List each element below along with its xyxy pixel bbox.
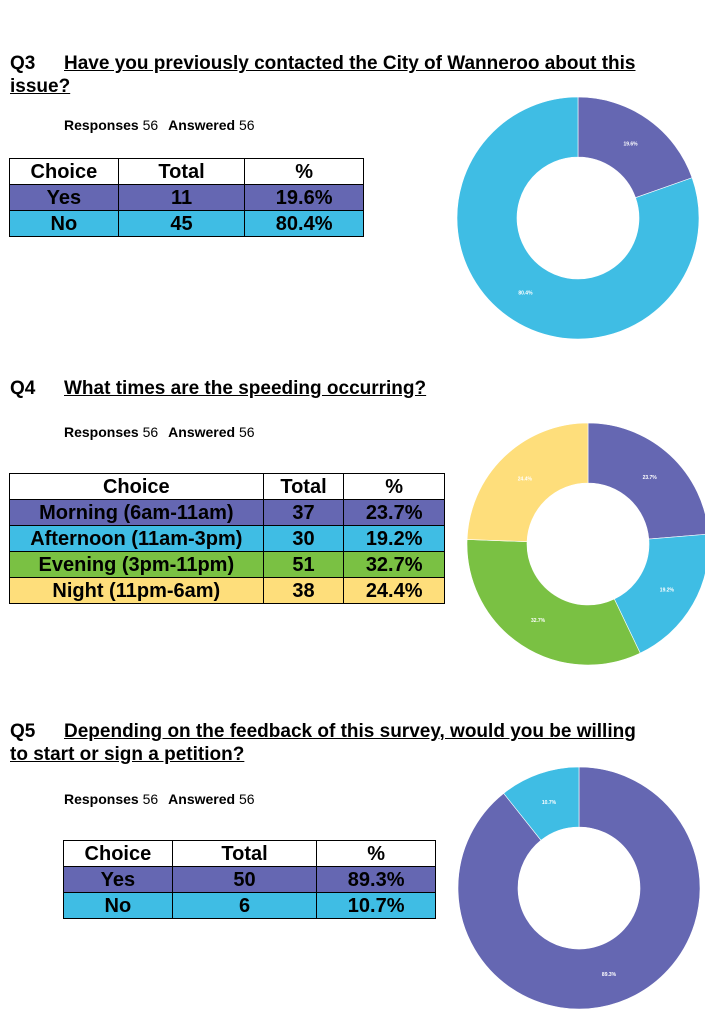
- results-table: [9, 473, 445, 604]
- question-number: Q4: [10, 378, 36, 399]
- table-row: [10, 552, 445, 578]
- question-title: [10, 377, 650, 400]
- percent-cell: 89.3%: [317, 867, 436, 893]
- responses-label: Responses: [64, 424, 139, 440]
- choice-cell: Evening (3pm-11pm): [10, 552, 264, 578]
- slice-label: 89.3%: [601, 971, 617, 978]
- total-cell: 50: [172, 867, 317, 893]
- choice-cell: Yes: [64, 867, 173, 893]
- responses-count: 56: [142, 424, 159, 440]
- total-cell: 37: [263, 500, 344, 526]
- answered-label: Answered: [168, 424, 236, 440]
- slice-label: 32.7%: [530, 618, 546, 625]
- table-row: [64, 893, 436, 919]
- choice-cell: Afternoon (11am-3pm): [10, 526, 264, 552]
- header-choice: Choice: [10, 474, 264, 500]
- response-summary: [64, 424, 255, 440]
- choice-cell: Yes: [10, 185, 119, 211]
- response-summary: [64, 791, 255, 807]
- question-text: What times are the speeding occurring?: [64, 378, 427, 399]
- percent-cell: 19.6%: [245, 185, 364, 211]
- slice-label: 10.7%: [541, 800, 557, 807]
- table-header-row: [64, 841, 436, 867]
- choice-cell: No: [64, 893, 173, 919]
- table-row: [10, 500, 445, 526]
- header-choice: Choice: [64, 841, 173, 867]
- header-choice: Choice: [10, 159, 119, 185]
- percent-cell: 10.7%: [317, 893, 436, 919]
- choice-cell: Morning (6am-11am): [10, 500, 264, 526]
- question-number: Q3: [10, 53, 36, 74]
- responses-label: Responses: [64, 117, 139, 133]
- results-table: [63, 840, 436, 919]
- percent-cell: 80.4%: [245, 211, 364, 237]
- total-cell: 51: [263, 552, 344, 578]
- donut-slice: [467, 539, 640, 665]
- table-header-row: [10, 474, 445, 500]
- header-total: Total: [118, 159, 245, 185]
- answered-count: 56: [238, 791, 255, 807]
- table-row: [10, 211, 364, 237]
- slice-label: 19.2%: [659, 587, 674, 594]
- answered-count: 56: [238, 117, 255, 133]
- percent-cell: 32.7%: [344, 552, 445, 578]
- response-summary: [64, 117, 255, 133]
- answered-label: Answered: [168, 791, 236, 807]
- total-cell: 45: [118, 211, 245, 237]
- donut-chart-q4: [466, 422, 705, 666]
- header-percent: %: [245, 159, 364, 185]
- header-percent: %: [344, 474, 445, 500]
- percent-cell: 24.4%: [344, 578, 445, 604]
- slice-label: 19.6%: [623, 141, 638, 148]
- table-header-row: [10, 159, 364, 185]
- table-row: [10, 526, 445, 552]
- slice-label: 80.4%: [518, 290, 533, 297]
- question-number: Q5: [10, 721, 36, 742]
- donut-chart-q5: [457, 766, 701, 1010]
- results-table: [9, 158, 364, 237]
- question-title: [10, 52, 650, 98]
- percent-cell: 23.7%: [344, 500, 445, 526]
- question-title: [10, 720, 650, 766]
- total-cell: 30: [263, 526, 344, 552]
- table-row: [10, 578, 445, 604]
- donut-chart-q3: [456, 96, 700, 340]
- total-cell: 38: [263, 578, 344, 604]
- slice-label: 23.7%: [642, 475, 657, 482]
- question-text: Depending on the feedback of this survey, would you be willing to start or sign a petition?: [10, 721, 636, 765]
- responses-count: 56: [142, 791, 159, 807]
- choice-cell: Night (11pm-6am): [10, 578, 264, 604]
- table-row: [64, 867, 436, 893]
- choice-cell: No: [10, 211, 119, 237]
- header-total: Total: [263, 474, 344, 500]
- question-text: Have you previously contacted the City of Wanneroo about this issue?: [10, 53, 636, 97]
- header-total: Total: [172, 841, 317, 867]
- header-percent: %: [317, 841, 436, 867]
- answered-label: Answered: [168, 117, 236, 133]
- responses-label: Responses: [64, 791, 139, 807]
- answered-count: 56: [238, 424, 255, 440]
- responses-count: 56: [142, 117, 159, 133]
- percent-cell: 19.2%: [344, 526, 445, 552]
- total-cell: 6: [172, 893, 317, 919]
- total-cell: 11: [118, 185, 245, 211]
- table-row: [10, 185, 364, 211]
- slice-label: 24.4%: [517, 476, 532, 483]
